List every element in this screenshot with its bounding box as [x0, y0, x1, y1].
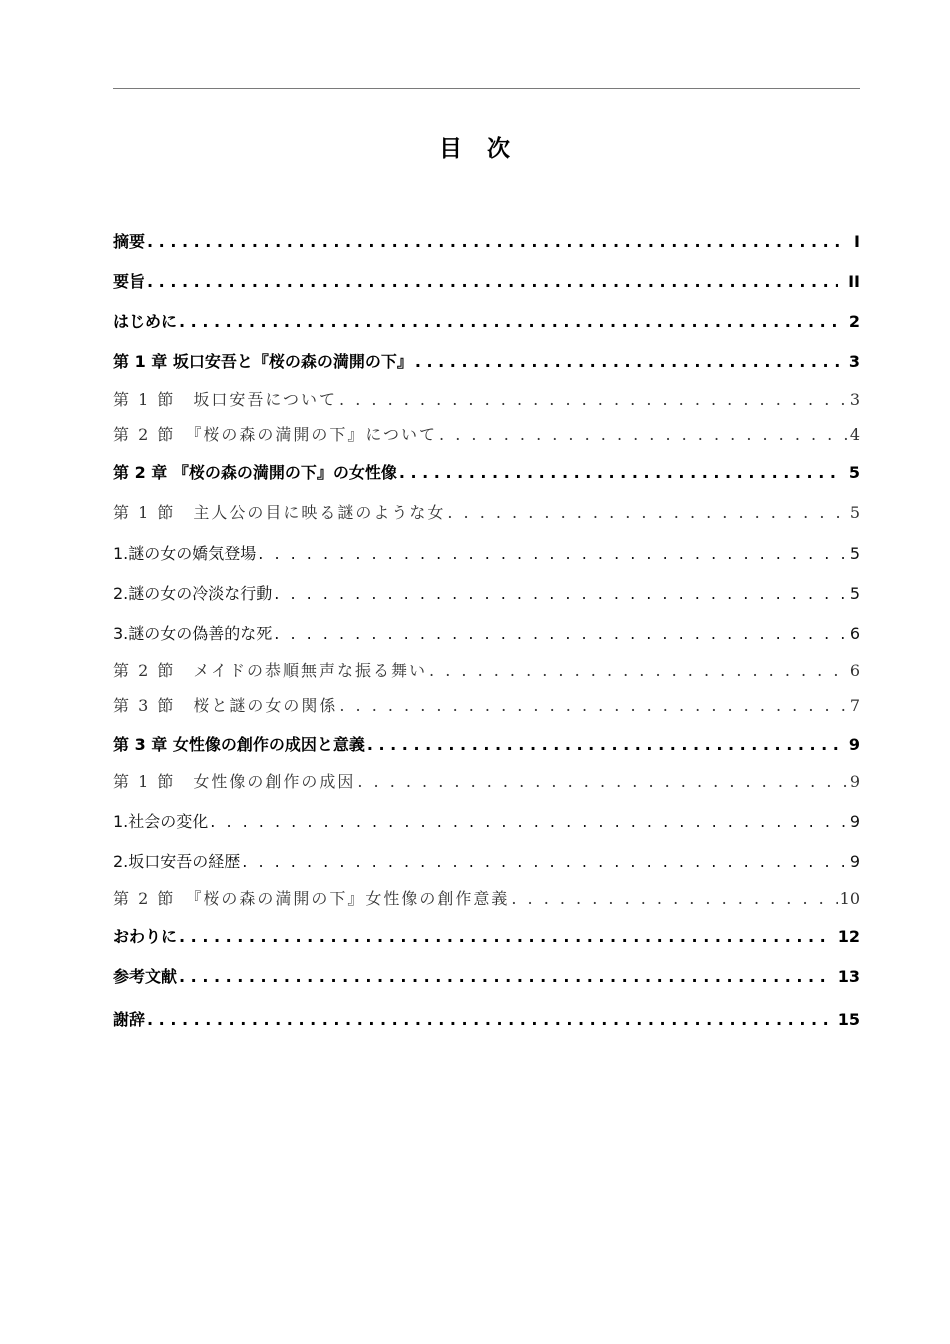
toc-entry-acknowledgements[interactable]: [113, 1007, 860, 1030]
dot-leader: [415, 352, 839, 371]
toc-label: 第 1 章 坂口安吾と『桜の森の満開の下』: [113, 352, 413, 371]
dot-leader: [429, 661, 848, 680]
toc-entry-chapter-1-section-1[interactable]: [113, 387, 860, 410]
toc-entry-item-1[interactable]: [113, 541, 860, 564]
toc-label: 2.坂口安吾の経歴: [113, 852, 241, 871]
toc-page-number: I: [854, 232, 860, 251]
toc-label: はじめに: [113, 312, 178, 331]
toc-page-number: 10: [839, 889, 860, 908]
toc-entry-abstract[interactable]: [113, 229, 860, 252]
toc-entry-introduction[interactable]: [113, 309, 860, 332]
dot-leader: [339, 390, 848, 409]
toc-entry-references[interactable]: [113, 964, 860, 987]
toc-page-number: 5: [849, 544, 860, 563]
toc-label: 第 3 章 女性像の創作の成因と意義: [113, 735, 365, 754]
dot-leader: [210, 812, 848, 831]
toc-entry-chapter-3[interactable]: [113, 732, 860, 755]
dot-leader: [339, 696, 847, 715]
toc-page-number: 5: [849, 584, 860, 603]
toc-entry-item-biography[interactable]: [113, 849, 860, 872]
toc-entry-chapter-1-section-2[interactable]: [113, 422, 860, 445]
toc-page-number: 5: [848, 463, 860, 482]
toc-page-number: 9: [848, 735, 860, 754]
toc-page-number: 9: [849, 852, 860, 871]
toc-page-number: 5: [849, 503, 860, 522]
toc-entry-chapter-3-section-1[interactable]: [113, 769, 860, 792]
toc-page-number: 12: [837, 927, 860, 946]
toc-entry-chapter-2[interactable]: [113, 460, 860, 483]
toc-entry-conclusion[interactable]: [113, 924, 860, 947]
toc-label: おわりに: [113, 927, 178, 946]
toc-label: 第 2 節 『桜の森の満開の下』女性像の創作意義: [113, 889, 510, 908]
toc-page-number: 15: [837, 1010, 860, 1029]
toc-page-number: 13: [837, 967, 860, 986]
toc-entry-summary[interactable]: [113, 269, 860, 292]
dot-leader: [367, 735, 839, 754]
toc-page-number: 3: [849, 390, 860, 409]
toc-page-number: 4: [849, 425, 860, 444]
toc-page-number: II: [848, 272, 860, 291]
toc-label: 摘要: [113, 232, 146, 251]
dot-leader: [447, 503, 847, 522]
toc-label: 2.謎の女の冷淡な行動: [113, 584, 273, 603]
toc-entry-chapter-2-section-2[interactable]: [113, 658, 860, 681]
toc-label: 第 2 節 メイドの恭順無声な振る舞い: [113, 661, 428, 680]
toc-entry-item-3[interactable]: [113, 621, 860, 644]
toc-label: 謝辞: [113, 1010, 146, 1029]
table-of-contents: [113, 0, 860, 1100]
toc-page-number: 9: [849, 772, 860, 791]
toc-label: 要旨: [113, 272, 146, 291]
dot-leader: [179, 927, 828, 946]
toc-label: 第 1 節 女性像の創作の成因: [113, 772, 356, 791]
dot-leader: [439, 425, 848, 444]
toc-page-number: 6: [849, 624, 860, 643]
toc-entry-chapter-3-section-2[interactable]: [113, 886, 860, 909]
toc-label: 第 3 節 桜と謎の女の関係: [113, 696, 338, 715]
toc-entry-chapter-2-section-1[interactable]: [113, 500, 860, 523]
toc-entry-chapter-2-section-3[interactable]: [113, 693, 860, 716]
toc-page-number: 3: [848, 352, 860, 371]
toc-label: 第 1 節 坂口安吾について: [113, 390, 338, 409]
dot-leader: [179, 312, 839, 331]
toc-label: 第 2 節 『桜の森の満開の下』について: [113, 425, 438, 444]
toc-label: 3.謎の女の偽善的な死: [113, 624, 273, 643]
toc-label: 第 2 章 『桜の森の満開の下』の女性像: [113, 463, 397, 482]
toc-entry-item-2[interactable]: [113, 581, 860, 604]
toc-page-number: 6: [849, 661, 860, 680]
dot-leader: [147, 272, 838, 291]
toc-entry-chapter-1[interactable]: [113, 349, 860, 372]
dot-leader: [242, 852, 848, 871]
toc-page-number: 9: [849, 812, 860, 831]
dot-leader: [147, 1010, 828, 1029]
dot-leader: [179, 967, 828, 986]
dot-leader: [399, 463, 839, 482]
toc-label: 1.謎の女の嬌気登場: [113, 544, 257, 563]
toc-label: 第 1 節 主人公の目に映る謎のような女: [113, 503, 446, 522]
toc-page-number: 7: [849, 696, 860, 715]
dot-leader: [511, 889, 837, 908]
dot-leader: [147, 232, 842, 251]
toc-label: 参考文献: [113, 967, 178, 986]
toc-entry-item-social-change[interactable]: [113, 809, 860, 832]
page-title: 目 次: [439, 136, 511, 162]
dot-leader: [258, 544, 848, 563]
dot-leader: [357, 772, 847, 791]
dot-leader: [274, 624, 848, 643]
toc-page-number: 2: [848, 312, 860, 331]
toc-label: 1.社会の変化: [113, 812, 209, 831]
dot-leader: [274, 584, 848, 603]
